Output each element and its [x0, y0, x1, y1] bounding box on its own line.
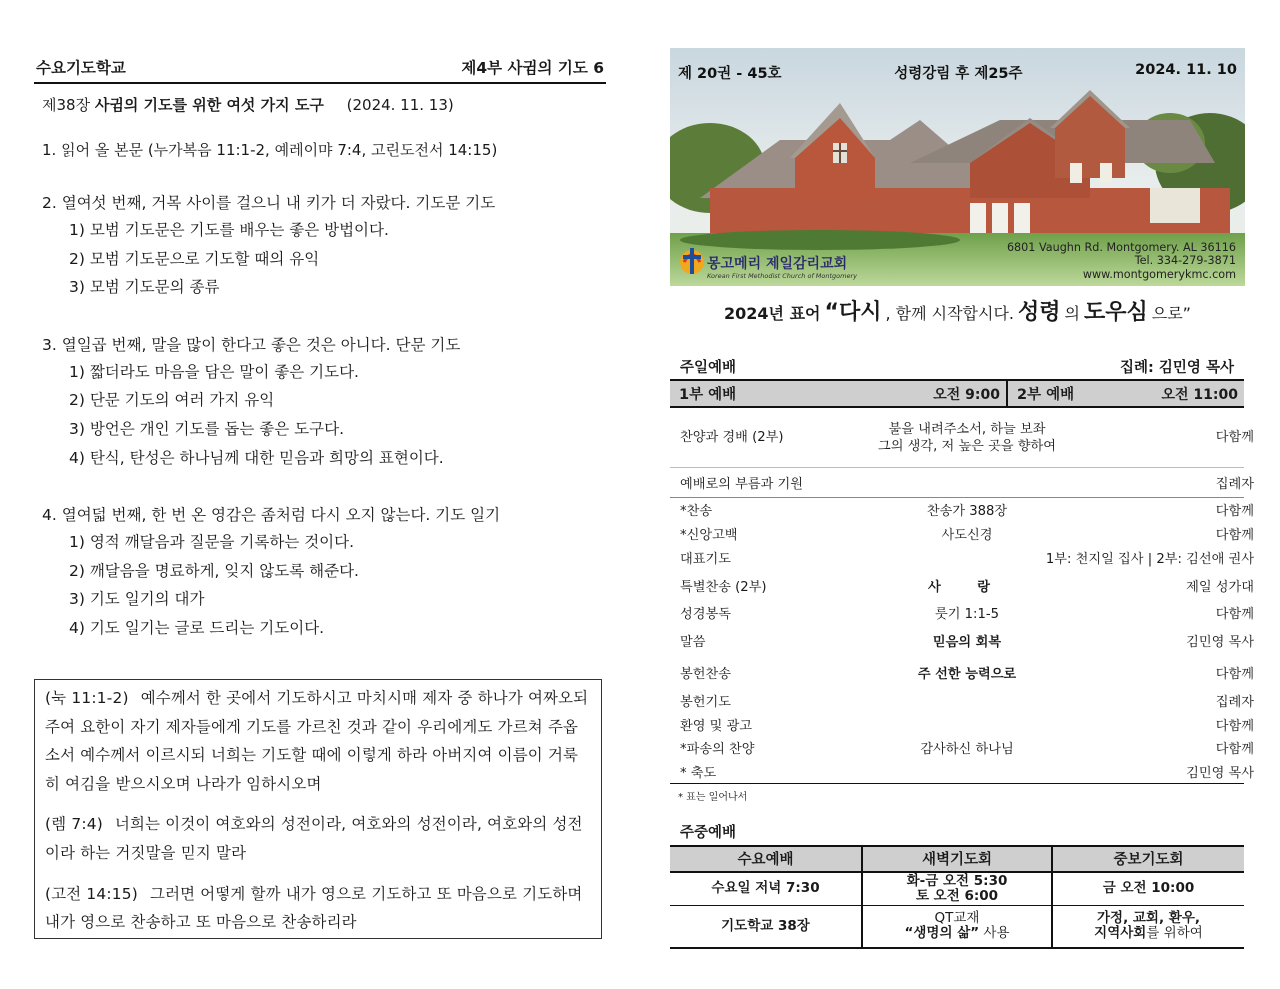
verse-ref: (렘 7:4) — [45, 815, 103, 834]
order-leader: 다함께 — [1215, 504, 1254, 520]
chapter-prefix: 제38장 — [42, 96, 91, 114]
left-page — [34, 50, 606, 643]
worship-row — [670, 569, 1254, 601]
church-name: 몽고메리 제일감리교회 — [707, 256, 848, 272]
section-heading: 3. 열일곱 번째, 말을 많이 한다고 좋은 것은 아니다. 단문 기도 — [42, 335, 461, 354]
qt-title: “생명의 삶” — [904, 925, 980, 942]
prayer-school-chapter: 기도학교 38장 — [670, 906, 862, 948]
first-service-time: 오전 9:00 — [933, 386, 1000, 403]
order-leader: 다함께 — [1215, 742, 1254, 758]
weekday-header-row — [670, 846, 1244, 872]
church-banner — [670, 48, 1245, 286]
order-item: 성경봉독 — [680, 607, 731, 623]
section-2 — [42, 190, 606, 302]
order-item: * 축도 — [680, 765, 717, 781]
bulletin-header — [678, 62, 1237, 83]
qt-use: 사용 — [979, 925, 1010, 942]
motto-particle: 의 — [1064, 304, 1080, 323]
order-item: *신앙고백 — [680, 528, 738, 544]
series-title: 제4부 사귐의 기도 6 — [461, 59, 604, 77]
section-item: 4) 기도 일기는 글로 드리는 기도이다. — [69, 618, 325, 637]
worship-row — [670, 736, 1254, 760]
worship-row-call — [670, 468, 1254, 498]
verse-luke — [45, 684, 593, 798]
church-logo — [682, 257, 857, 280]
order-content: 주 선한 능력으로 — [917, 667, 1017, 683]
verse-text: 그러면 어떻게 할까 내가 영으로 기도하고 또 마음으로 기도하며 내가 영으로 찬송하고 또 마음으로 찬송하리라 — [45, 884, 583, 932]
order-leader: 다함께 — [1215, 430, 1254, 445]
worship-row — [670, 760, 1254, 784]
section-3 — [42, 332, 606, 472]
chapter-title: 사귐의 기도를 위한 여섯 가지 도구 — [94, 96, 324, 114]
order-content: 찬송가 388장 — [926, 504, 1008, 520]
worship-row — [670, 657, 1254, 689]
targets-community: 지역사회 — [1094, 925, 1147, 942]
order-content — [860, 421, 1074, 455]
section-item: 4) 탄식, 탄성은 하나님께 대한 믿음과 희망의 표현이다. — [69, 448, 444, 467]
school-name: 수요기도학교 — [36, 59, 126, 77]
order-item: 찬양과 경배 (2부) — [680, 430, 784, 445]
order-content: 사 랑 — [927, 579, 1007, 595]
order-item: 봉헌기도 — [680, 695, 731, 711]
reading-list: 1. 읽어 올 본문 (누가복음 11:1-2, 예레이먀 7:4, 고린도전서 14:15) — [42, 141, 498, 159]
weekday-table — [670, 845, 1244, 949]
sunday-title: 주일예배 — [680, 360, 737, 376]
section-item: 2) 단문 기도의 여러 가지 유익 — [69, 391, 275, 410]
order-item: *파송의 찬양 — [680, 742, 755, 758]
order-item: 대표기도 — [680, 551, 731, 567]
qt-material — [862, 906, 1052, 948]
bulletin-date: 2024. 11. 10 — [1135, 62, 1237, 78]
section-4 — [42, 502, 606, 642]
motto-end: 으로” — [1151, 304, 1191, 323]
worship-row — [670, 712, 1254, 736]
order-item: 예배로의 부름과 기원 — [680, 477, 804, 492]
dawn-times — [862, 872, 1052, 906]
motto-text: , 함께 시작합시다. — [885, 304, 1015, 323]
col-intercession: 중보기도회 — [1052, 846, 1244, 872]
targets-line1: 가정, 교회, 환우, — [1096, 910, 1201, 927]
motto-label: 2024년 표어 — [724, 304, 821, 323]
order-leader: 집례자 — [1215, 695, 1254, 711]
verse-text: 예수께서 한 곳에서 기도하시고 마치시매 제자 중 하나가 여짜오되 주여 요한이 자기 제자들에게 기도를 가르친 것과 같이 우리에게도 가르쳐 주옵소서 예수께서 이르시되 너희는 기도할 때에 이렇게 하라 아버지여 이름이 거룩히 여김을 받으시오며 나라가 임하시오며 — [45, 689, 589, 793]
sunday-worship-heading — [670, 356, 1244, 381]
order-item: 말씀 — [680, 635, 706, 651]
section-item: 1) 모범 기도문은 기도를 배우는 좋은 방법이다. — [69, 221, 389, 239]
left-header — [34, 50, 606, 84]
verse-jeremiah — [45, 810, 593, 867]
order-of-worship — [670, 408, 1254, 784]
section-heading: 4. 열여덟 번째, 한 번 온 영감은 좀처럼 다시 오지 않는다. 기도 일기 — [42, 506, 501, 525]
first-service-label: 1부 예배 — [679, 387, 737, 403]
motto-word-again: “다시 — [824, 300, 882, 325]
order-leader: 다함께 — [1215, 607, 1254, 623]
order-leader: 제일 성가대 — [1186, 579, 1254, 595]
right-page — [670, 48, 1254, 949]
section-item: 1) 짧더라도 마음을 담은 말이 좋은 기도다. — [69, 362, 359, 381]
order-leader: 1부: 천지일 집사 | 2부: 김선애 권사 — [1045, 551, 1254, 567]
section-item: 3) 기도 일기의 대가 — [69, 590, 205, 609]
church-website: www.montgomerykmc.com — [1082, 268, 1236, 282]
church-contact — [1007, 241, 1236, 282]
section-item: 3) 방언은 개인 기도를 돕는 좋은 도구다. — [69, 419, 344, 438]
volume-number: 제 20권 - 45호 — [678, 66, 782, 82]
verse-corinthians — [45, 880, 593, 937]
dawn-weekday: 화-금 오전 5:30 — [906, 872, 1008, 889]
church-phone: Tel. 334-279-3871 — [1134, 254, 1236, 268]
section-item: 3) 모범 기도문의 종류 — [69, 278, 220, 297]
qt-label: QT교재 — [934, 910, 980, 927]
weekday-row — [670, 872, 1244, 906]
verse-text: 너희는 이것이 여호와의 성전이라, 여호와의 성전이라, 여호와의 성전이라 하는 거짓말을 믿지 말라 — [45, 815, 583, 862]
church-name-english: Korean First Methodist Church of Montgomery — [707, 272, 857, 280]
order-content: 감사하신 하나님 — [920, 742, 1014, 758]
order-item: *찬송 — [680, 504, 713, 520]
worship-row — [670, 601, 1254, 625]
worship-row — [670, 522, 1254, 546]
section-item: 2) 깨달음을 명료하게, 잊지 않도록 해준다. — [69, 561, 359, 580]
worship-row-praise — [670, 408, 1254, 468]
col-wednesday: 수요예배 — [670, 846, 862, 872]
verse-ref: (고전 14:15) — [45, 884, 138, 903]
scripture-box — [34, 679, 602, 939]
church-address: 6801 Vaughn Rd. Montgomery. AL 36116 — [1006, 240, 1236, 254]
section-heading: 2. 열여섯 번째, 거목 사이를 걸으니 내 키가 더 자랐다. 기도문 기도 — [42, 194, 496, 212]
col-dawn: 새벽기도회 — [862, 846, 1052, 872]
order-item: 특별찬송 (2부) — [680, 579, 767, 595]
motto-word-help: 도우심 — [1084, 300, 1148, 325]
officiant: 집례: 김민영 목사 — [1120, 360, 1234, 376]
section-item: 1) 영적 깨달음과 질문을 기록하는 것이다. — [69, 533, 355, 552]
chapter-date: (2024. 11. 13) — [346, 96, 454, 114]
service-times-bar — [670, 381, 1244, 408]
worship-row — [670, 545, 1254, 569]
weekday-row — [670, 906, 1244, 948]
order-leader: 다함께 — [1215, 528, 1254, 544]
worship-row — [670, 498, 1254, 522]
intercession-targets — [1052, 906, 1244, 948]
motto-word-spirit: 성령 — [1018, 300, 1061, 325]
intercession-time: 금 오전 10:00 — [1052, 872, 1244, 906]
sermon-title: 믿음의 회복 — [932, 635, 1002, 651]
liturgical-week: 성령강림 후 제25주 — [894, 66, 1023, 82]
order-leader: 김민영 목사 — [1186, 765, 1254, 781]
verse-ref: (눅 11:1-2) — [45, 689, 129, 707]
order-leader: 다함께 — [1215, 667, 1254, 683]
worship-row — [670, 625, 1254, 657]
dawn-saturday: 토 오전 6:00 — [915, 887, 999, 904]
order-content: 룻기 1:1-5 — [934, 607, 1000, 623]
weekday-heading: 주중예배 — [680, 824, 737, 841]
order-leader: 김민영 목사 — [1186, 635, 1254, 651]
order-leader: 다함께 — [1215, 718, 1254, 734]
order-item: 환영 및 광고 — [680, 718, 753, 734]
wednesday-time: 수요일 저녁 7:30 — [670, 872, 862, 906]
second-service — [1008, 381, 1244, 406]
chapter-line — [42, 94, 606, 115]
standing-note: * 표는 일어나서 — [678, 791, 748, 803]
year-motto — [670, 295, 1245, 329]
worship-row — [670, 689, 1254, 713]
second-service-label: 2부 예배 — [1017, 387, 1075, 403]
first-service — [670, 381, 1008, 406]
order-item: 봉헌찬송 — [680, 667, 731, 683]
targets-for: 를 위하여 — [1146, 925, 1203, 942]
order-leader: 집례자 — [1215, 477, 1254, 492]
order-content: 사도신경 — [941, 528, 993, 544]
section-item: 2) 모범 기도문으로 기도할 때의 유익 — [69, 249, 320, 268]
second-service-time: 오전 11:00 — [1161, 386, 1238, 403]
praise-song-2: 그의 생각, 저 높은 곳을 향하여 — [877, 438, 1057, 454]
praise-song-1: 불을 내려주소서, 하늘 보좌 — [888, 421, 1046, 437]
